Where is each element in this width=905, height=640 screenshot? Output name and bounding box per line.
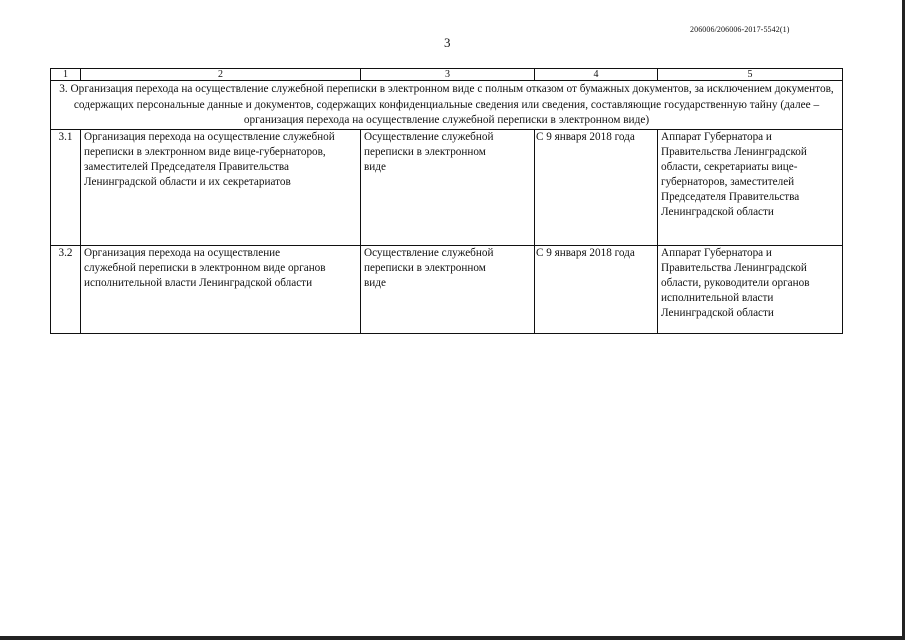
row-number: 3.2 [51, 245, 81, 333]
column-number: 5 [658, 69, 843, 81]
document-id: 206006/206006-2017-5542(1) [690, 25, 790, 34]
section-title: 3. Организация перехода на осуществление служебной переписки в электронном виде с полным отказом от бумажных документов, за исключением документов, содержащих персональные данные и документов, содержащих конфиденциальные сведения или сведения, составляющие государственную тайну (далее – организация перехода на осуществление служебной переписки в электронном виде) [51, 81, 843, 130]
section-row [51, 81, 843, 130]
column-number: 3 [361, 69, 535, 81]
row-deadline: С 9 января 2018 года [535, 245, 658, 333]
plan-table [50, 68, 843, 334]
table-row [51, 129, 843, 245]
table-row [51, 245, 843, 333]
row-result [361, 245, 535, 333]
row-responsible-text: Аппарат Губернатора и Правительства Ленинградской области, руководители органов исполнительной власти Ленинградской области [661, 246, 810, 319]
column-number: 2 [81, 69, 361, 81]
row-result-text: Осуществление служебной переписки в электронном виде [364, 130, 494, 173]
row-number: 3.1 [51, 129, 81, 245]
column-number: 1 [51, 69, 81, 81]
row-responsible [658, 129, 843, 245]
row-task-text: Организация перехода на осуществление служебной переписки в электронном виде органов исполнительной власти Ленинградской области [84, 246, 326, 289]
row-deadline: С 9 января 2018 года [535, 129, 658, 245]
row-responsible [658, 245, 843, 333]
row-task-text: Организация перехода на осуществление служебной переписки в электронном виде вице-губернаторов, заместителей Председателя Правительства Ленинградской области и их секретариатов [84, 130, 335, 188]
row-task [81, 245, 361, 333]
column-number-row [51, 69, 843, 81]
row-result [361, 129, 535, 245]
row-responsible-text: Аппарат Губернатора и Правительства Ленинградской области, секретариаты вице-губернаторов, заместителей Председателя Правительства Ленинградской области [661, 130, 807, 218]
column-number: 4 [535, 69, 658, 81]
page-number: 3 [444, 35, 451, 50]
row-result-text: Осуществление служебной переписки в электронном виде [364, 246, 494, 289]
row-task [81, 129, 361, 245]
page-edge-bottom [0, 636, 905, 640]
